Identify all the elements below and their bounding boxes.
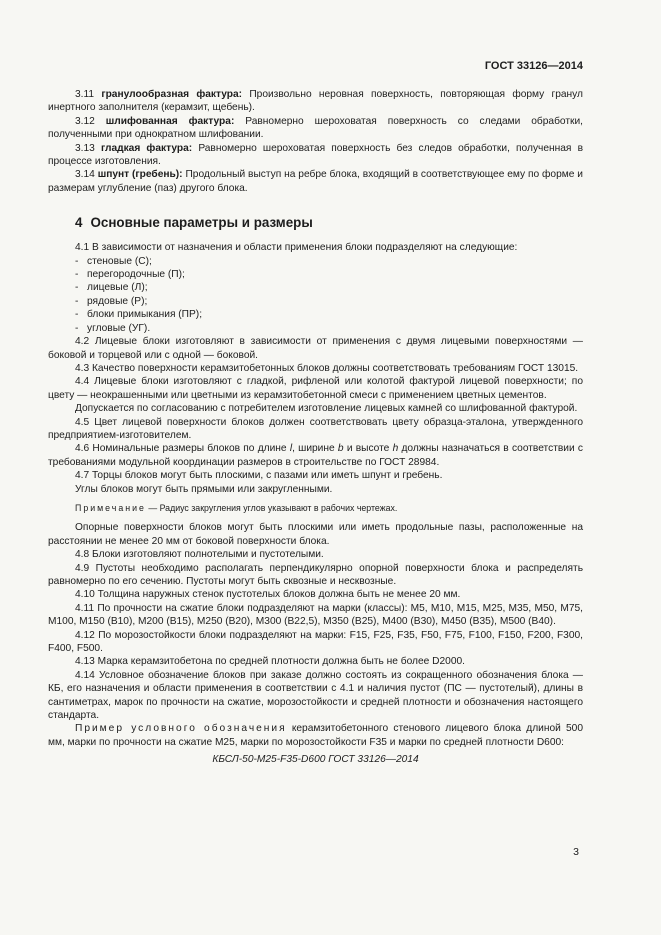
term-definition: Равномерно шероховатая поверхность со следами обработки, полученными при однократном шлифовании. <box>48 115 583 141</box>
clause-4-10: 4.10 Толщина наружных стенок пустотелых блоков должна быть не менее 20 мм. <box>75 589 461 601</box>
term-name: шпунт (гребень): <box>97 169 183 181</box>
clause-4-6: 4.6 Номинальные размеры блоков по длине l, ширине b и высоте h должны назначаться в соответствии с требованиями модульной координации размеров в строительстве по ГОСТ 28984. <box>48 443 583 468</box>
example <box>48 722 583 749</box>
term-3-13 <box>48 142 583 169</box>
list-item: - рядовые (Р); <box>75 295 148 307</box>
term-definition: Продольный выступ на ребре блока, входящий в соответствующее ему по форме и размерам углубление (паз) другого блока. <box>48 169 583 194</box>
list-item: - стеновые (С); <box>75 255 152 267</box>
page-number: 3 <box>573 846 579 858</box>
note-label: Примечание <box>75 502 146 513</box>
clause-4-14: 4.14 Условное обозначение блоков при заказе должно состоять из сокращенного обозначения блока — КБ, его назначения и области применения в соответствии с 4.1 и наличия пустот (ПС — пустотелый), длины в сантиметрах, марок по прочности на сжатие, морозостойкости и средней плотности и обозначения настоящего стандарта. <box>48 669 583 722</box>
example-text: керамзитобетонного стенового лицевого блока длиной 500 мм, марки по прочности на сжатие М25, марки по морозостойкости F35 и марки по средней плотности D600: <box>48 723 583 748</box>
document-code: ГОСТ 33126—2014 <box>484 60 583 72</box>
clause-4-11: 4.11 По прочности на сжатие блоки подразделяют на марки (классы): М5, М10, М15, М25, М35, М50, М75, М100, М150 (В10), М200 (В15), М250 (В20), М300 (В22,5), М350 (В25), М400 (В30), М450 (В35), М500 (В40). <box>48 602 583 628</box>
term-number: 3.11 <box>75 89 95 100</box>
term-number: 3.14 <box>75 169 95 181</box>
clause-4-7: 4.7 Торцы блоков могут быть плоскими, с пазами или иметь шпунт и гребень. <box>75 470 443 482</box>
term-3-11 <box>48 88 583 115</box>
clause-4-4: 4.4 Лицевые блоки изготовляют с гладкой, рифленой или колотой фактурой лицевой поверхности; по цвету — неокрашенными или цветными из керамзитобетонной смеси с применением цветных цементов. <box>48 376 583 401</box>
term-name: шлифованная фактура: <box>105 115 235 127</box>
term-number: 3.13 <box>75 142 95 154</box>
block-type-list <box>48 255 583 335</box>
clause-4-4-allowance: Допускается по согласованию с потребителем изготовление лицевых камней со шлифованной фактурой. <box>75 403 578 415</box>
clause-4-13: 4.13 Марка керамзитобетона по средней плотности должна быть не более D2000. <box>75 656 466 668</box>
term-definition: Равномерно шероховатая поверхность без следов обработки, полученная в процессе изготовления. <box>48 142 583 168</box>
support-surfaces: Опорные поверхности блоков могут быть плоскими или иметь продольные пазы, расположенные на расстоянии не менее 20 мм от боковой поверхности блока. <box>48 522 583 547</box>
term-number: 3.12 <box>75 115 95 127</box>
clause-4-7-corners: Углы блоков могут быть прямыми или закругленными. <box>75 483 333 495</box>
example-label: Пример условного обозначения <box>75 723 287 735</box>
section-heading <box>75 215 583 231</box>
clause-4-12: 4.12 По морозостойкости блоки подразделяют на марки: F15, F25, F35, F50, F75, F100, F150, F200, F300, F400, F500. <box>48 629 583 655</box>
list-item: - перегородочные (П); <box>75 269 185 281</box>
note: Примечание — Радиус закругления углов указывают в рабочих чертежах. <box>75 502 398 513</box>
clause-4-3: 4.3 Качество поверхности керамзитобетонных блоков должны соответствовать требованиям ГОСТ 13015. <box>75 362 579 374</box>
term-name: гладкая фактура: <box>100 142 193 154</box>
clause-4-1: 4.1 В зависимости от назначения и области применения блоки подразделяют на следующие: <box>75 242 518 254</box>
clause-4-2: 4.2 Лицевые блоки изготовляют в зависимости от применения с двумя лицевыми поверхностями — боковой и торцевой или с одной — боковой. <box>48 336 583 361</box>
list-item: - блоки примыкания (ПР); <box>75 309 203 321</box>
section-title: Основные параметры и размеры <box>90 215 313 231</box>
term-3-12 <box>48 115 583 142</box>
list-item: - угловые (УГ). <box>75 322 151 334</box>
document-body <box>48 88 583 767</box>
section-number: 4 <box>75 215 83 231</box>
term-name: гранулообразная фактура: <box>101 89 243 100</box>
term-3-14 <box>48 168 583 195</box>
clause-4-9: 4.9 Пустоты необходимо располагать перпендикулярно опорной поверхности блока и распределять равномерно по его сечению. Пустоты могут быть сквозные и несквозные. <box>48 562 583 587</box>
clause-4-5: 4.5 Цвет лицевой поверхности блоков должен соответствовать цвету образца-эталона, утвержденного предприятием-изготовителем. <box>48 416 583 441</box>
term-definition: Произвольно неровная поверхность, повторяющая форму гранул инертного заполнителя (керамзит, щебень). <box>48 89 583 114</box>
designation-example: КБСЛ-50-М25-F35-D600 ГОСТ 33126—2014 <box>212 754 419 766</box>
note-text: Радиус закругления углов указывают в рабочих чертежах. <box>159 502 398 513</box>
list-item: - лицевые (Л); <box>75 282 148 294</box>
clause-4-8: 4.8 Блоки изготовляют полнотелыми и пустотелыми. <box>75 549 324 561</box>
